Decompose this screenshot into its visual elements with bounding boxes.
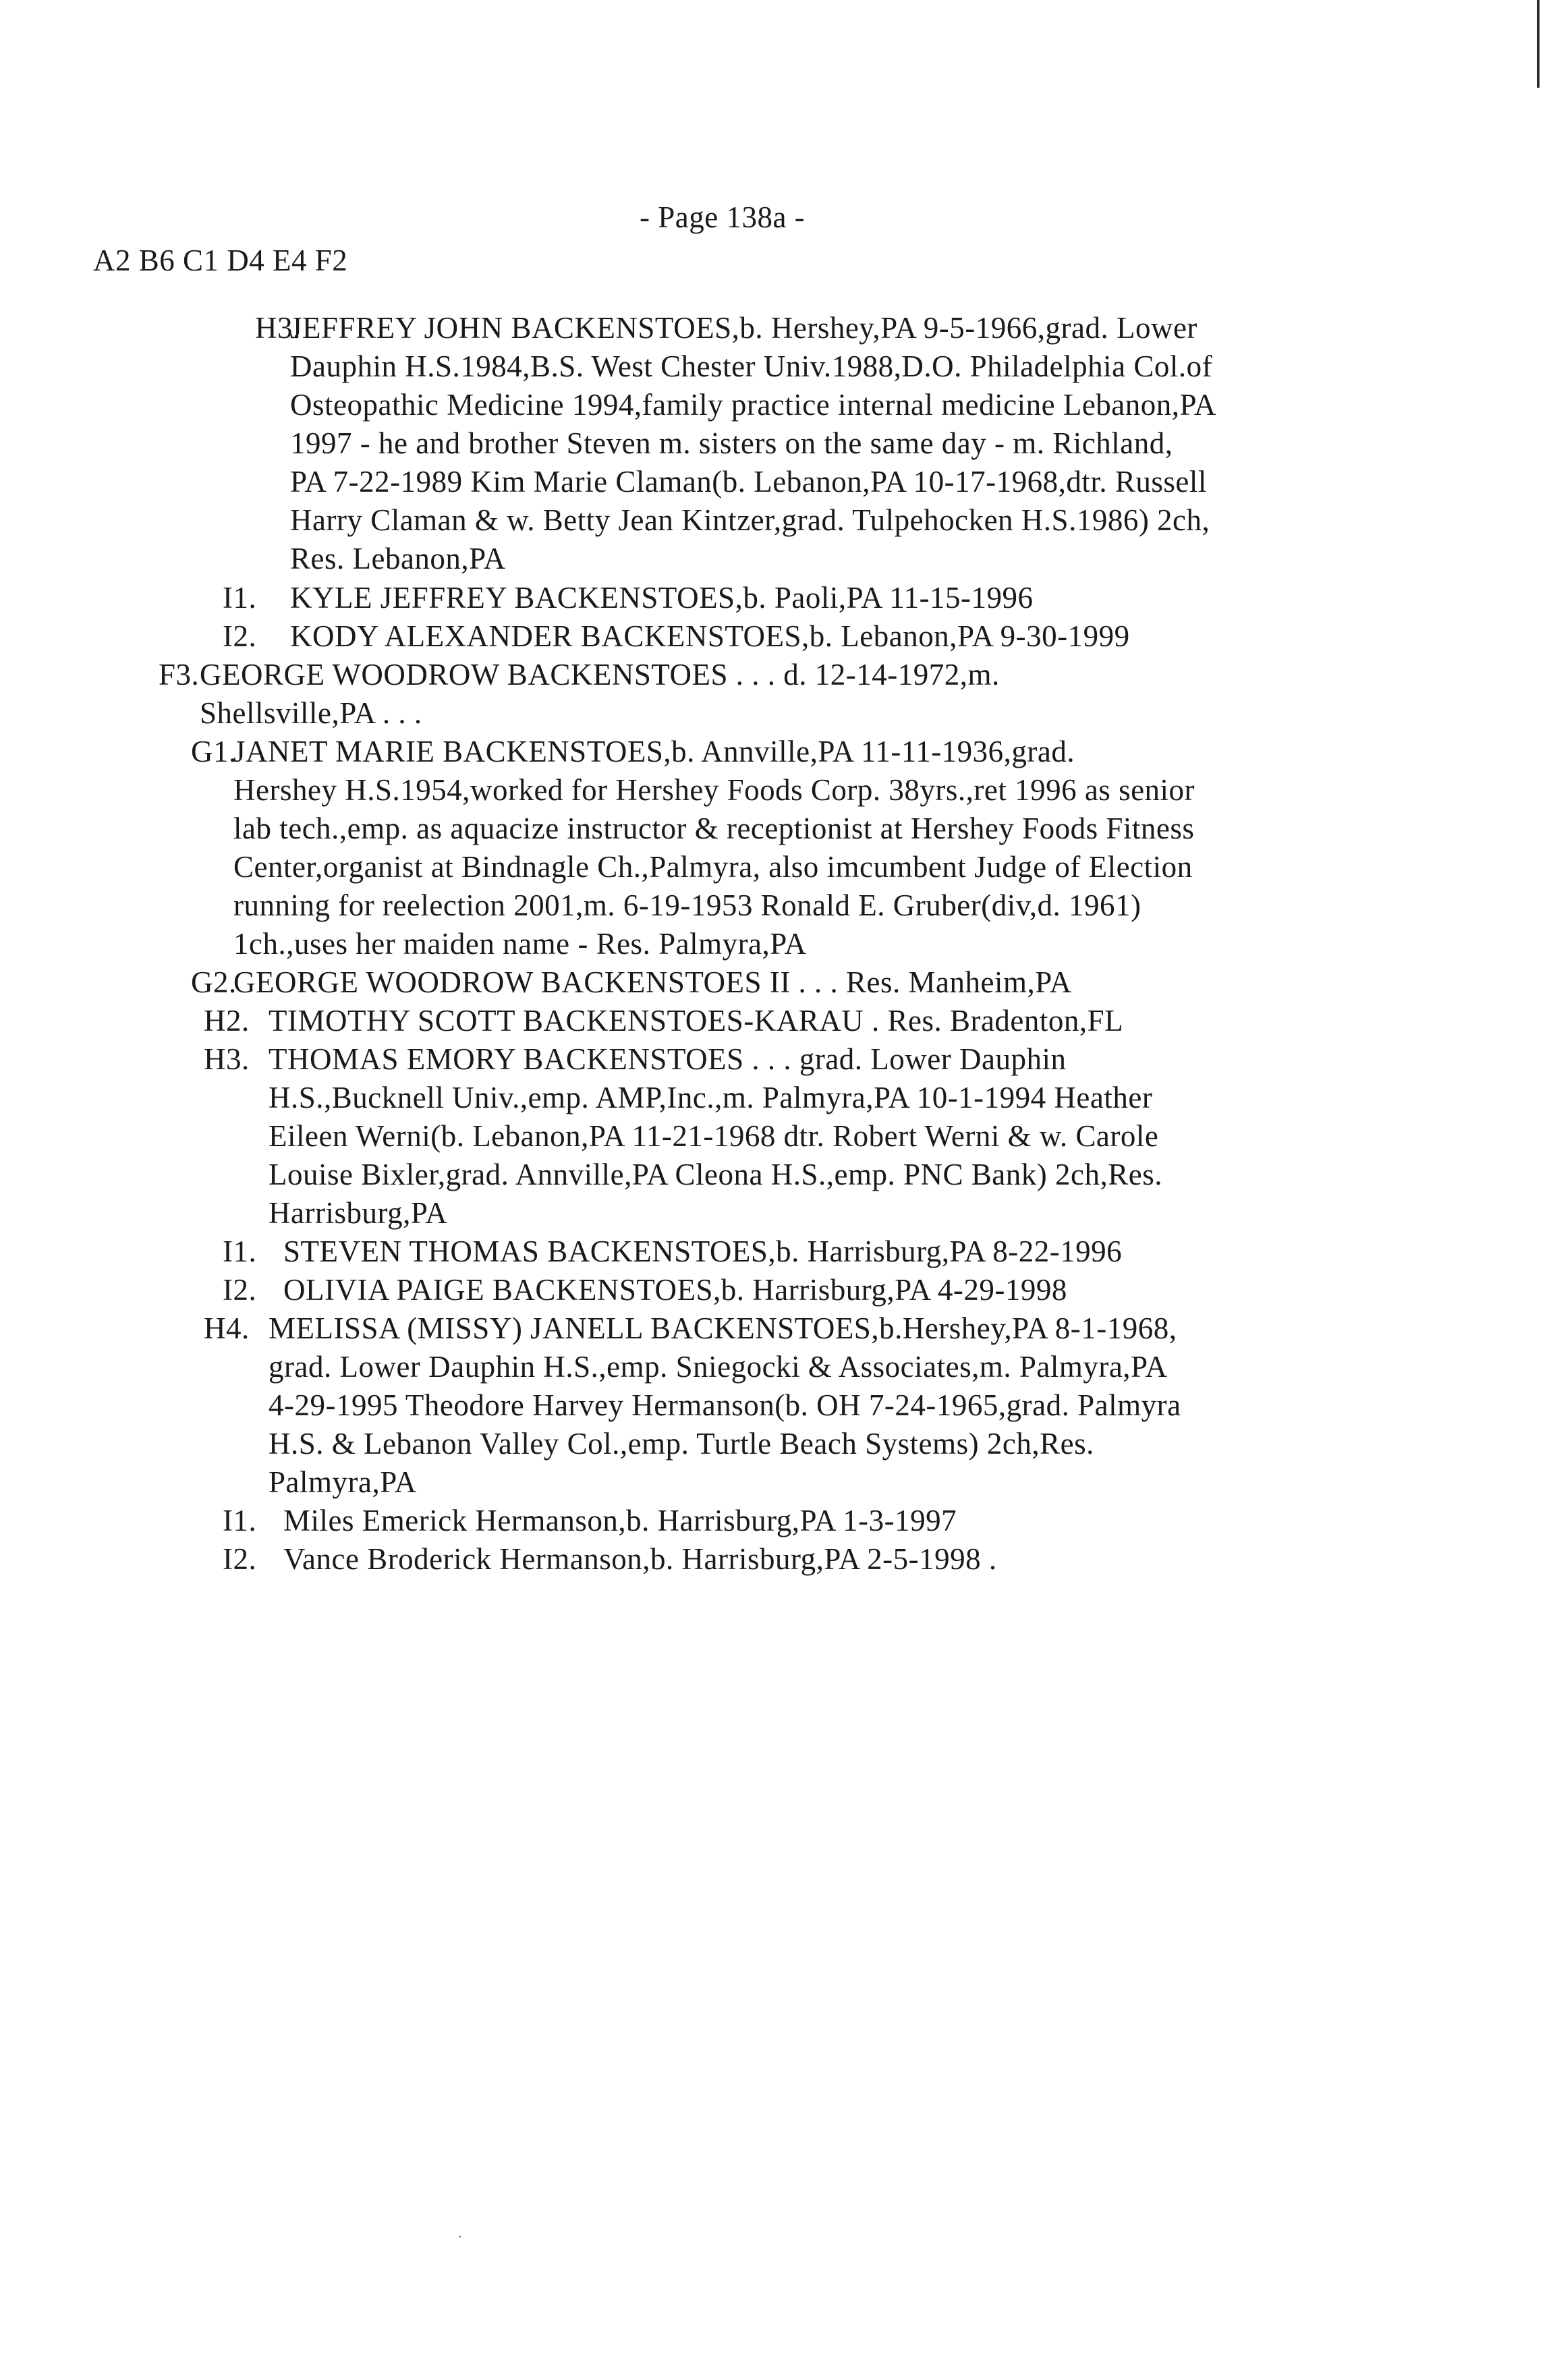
entry-line: Hershey H.S.1954,worked for Hershey Foods Corp. 38yrs.,ret 1996 as senior [233,773,1195,807]
entry-label: G1. [191,735,237,768]
entry-label: F3. [159,658,200,691]
entry-line: 4-29-1995 Theodore Harvey Hermanson(b. OH 7-24-1965,grad. Palmyra [269,1388,1181,1422]
entry-line: STEVEN THOMAS BACKENSTOES,b. Harrisburg,PA 8-22-1996 [283,1235,1123,1268]
entry-line: 1997 - he and brother Steven m. sisters on the same day - m. Richland, [290,426,1173,460]
entry-line: Osteopathic Medicine 1994,family practice internal medicine Lebanon,PA [290,388,1216,422]
entry-label: I1. [223,581,257,615]
entry-label: I1. [223,1235,257,1268]
entry-line: Miles Emerick Hermanson,b. Harrisburg,PA 1-3-1997 [283,1504,957,1537]
entry-line: THOMAS EMORY BACKENSTOES . . . grad. Lower Dauphin [269,1042,1067,1076]
entry-line: Dauphin H.S.1984,B.S. West Chester Univ.1988,D.O. Philadelphia Col.of [290,349,1213,383]
entry-line: lab tech.,emp. as aquacize instructor & receptionist at Hershey Foods Fitness [233,812,1195,845]
entry-line: H.S.,Bucknell Univ.,emp. AMP,Inc.,m. Palmyra,PA 10-1-1994 Heather [269,1081,1153,1114]
entry-line: MELISSA (MISSY) JANELL BACKENSTOES,b.Hershey,PA 8-1-1968, [269,1311,1177,1345]
entry-line: JANET MARIE BACKENSTOES,b. Annville,PA 11-11-1936,grad. [233,735,1075,768]
page-title: - Page 138a - [640,200,806,234]
entry-line: Palmyra,PA [269,1465,417,1499]
entry-line: OLIVIA PAIGE BACKENSTOES,b. Harrisburg,PA 4-29-1998 [283,1273,1067,1307]
entry-line: Center,organist at Bindnagle Ch.,Palmyra, also imcumbent Judge of Election [233,850,1193,884]
entry-line: Vance Broderick Hermanson,b. Harrisburg,PA 2-5-1998 . [283,1542,997,1576]
entry-line: Louise Bixler,grad. Annville,PA Cleona H.S.,emp. PNC Bank) 2ch,Res. [269,1158,1162,1191]
entry-label: H3. [255,311,301,345]
entry-line: grad. Lower Dauphin H.S.,emp. Sniegocki & Associates,m. Palmyra,PA [269,1350,1168,1384]
entry-label: I1. [223,1504,257,1537]
entry-line: Eileen Werni(b. Lebanon,PA 11-21-1968 dtr. Robert Werni & w. Carole [269,1119,1159,1153]
entry-line: Res. Lebanon,PA [290,542,506,575]
entry-line: running for reelection 2001,m. 6-19-1953 Ronald E. Gruber(div,d. 1961) [233,888,1141,922]
entry-line: Harry Claman & w. Betty Jean Kintzer,grad. Tulpehocken H.S.1986) 2ch, [290,503,1210,537]
entry-label: G2. [191,965,237,999]
entry-label: H4. [204,1311,250,1345]
entry-label: I2. [223,619,257,653]
entry-line: Shellsville,PA . . . [200,696,422,730]
entry-line: KODY ALEXANDER BACKENSTOES,b. Lebanon,PA 9-30-1999 [290,619,1130,653]
entry-line: TIMOTHY SCOTT BACKENSTOES-KARAU . Res. Bradenton,FL [269,1004,1124,1038]
entry-label: H2. [204,1004,250,1038]
entry-line: JEFFREY JOHN BACKENSTOES,b. Hershey,PA 9-5-1966,grad. Lower [290,311,1197,345]
entry-label: H3. [204,1042,250,1076]
entry-line: H.S. & Lebanon Valley Col.,emp. Turtle Beach Systems) 2ch,Res. [269,1427,1094,1461]
entry-line: 1ch.,uses her maiden name - Res. Palmyra,PA [233,927,807,961]
lineage-code: A2 B6 C1 D4 E4 F2 [93,244,348,277]
entry-line: GEORGE WOODROW BACKENSTOES II . . . Res. Manheim,PA [233,965,1072,999]
entry-line: PA 7-22-1989 Kim Marie Claman(b. Lebanon,PA 10-17-1968,dtr. Russell [290,465,1207,499]
entry-line: GEORGE WOODROW BACKENSTOES . . . d. 12-14-1972,m. [200,658,1000,691]
entry-line: KYLE JEFFREY BACKENSTOES,b. Paoli,PA 11-15-1996 [290,581,1034,615]
entry-line: Harrisburg,PA [269,1196,448,1230]
entry-label: I2. [223,1542,257,1576]
scan-speck [459,2236,461,2238]
entry-label: I2. [223,1273,257,1307]
